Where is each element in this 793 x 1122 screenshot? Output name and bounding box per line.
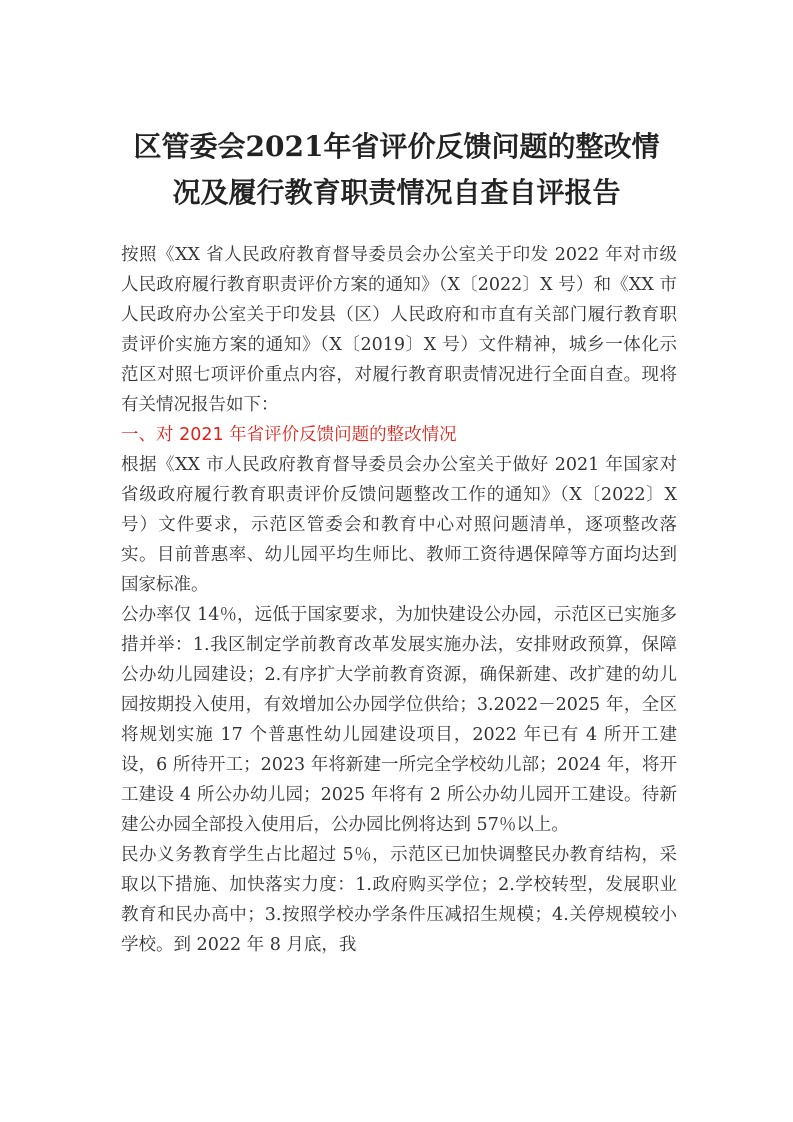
paragraph-1: 根据《XX 市人民政府教育督导委员会办公室关于做好 2021 年国家对省级政府履行教育职责评价反馈问题整改工作的通知》（X〔2022〕X 号）文件要求，示范区管委会和教育中心对照问题清单，逐项整改落实。目前普惠率、幼儿园平均生师比、教师工资待遇保障等方面均达到国家标准。 — [121, 455, 677, 595]
document-title-line-1: 区管委会2021年省评价反馈问题的整改情 — [133, 130, 660, 163]
paragraph-2: 公办率仅 14％，远低于国家要求，为加快建设公办园，示范区已实施多措并举：1.我区制定学前教育改革发展实施办法，安排财政预算，保障公办幼儿园建设；2.有序扩大学前教育资源，确保新建、改扩建的幼儿园按期投入使用，有效增加公办园学位供给；3.2022－2025 年，全区将规划实施 17 个普惠性幼儿园建设项目，2022 年已有 4 所开工建设，6 所待开工；2023 年将新建一所完全学校幼儿部；2024 年，将开工建设 4 所公办幼儿园；2025 年将有 2 所公办幼儿园开工建设。待新建公办园全部投入使用后，公办园比例将达到 57％以上。 — [121, 605, 677, 835]
paragraph-3: 民办义务教育学生占比超过 5％，示范区已加快调整民办教育结构，采取以下措施、加快落实力度：1.政府购买学位；2.学校转型，发展职业教育和民办高中；3.按照学校办学条件压减招生规模；4.关停规模较小学校。到 2022 年 8 月底，我 — [121, 845, 677, 955]
document-body — [121, 240, 677, 960]
document-title-line-2: 况及履行教育职责情况自查自评报告 — [172, 176, 621, 209]
section-heading-1: 一、对 2021 年省评价反馈问题的整改情况 — [121, 425, 457, 445]
intro-paragraph: 按照《XX 省人民政府教育督导委员会办公室关于印发 2022 年对市级人民政府履行教育职责评价方案的通知》（X〔2022〕X 号）和《XX 市人民政府办公室关于印发县（区）人民政府和市直有关部门履行教育职责评价实施方案的通知》（X〔2019〕X 号）文件精神，城乡一体化示范区对照七项评价重点内容，对履行教育职责情况进行全面自查。现将有关情况报告如下： — [121, 245, 677, 415]
